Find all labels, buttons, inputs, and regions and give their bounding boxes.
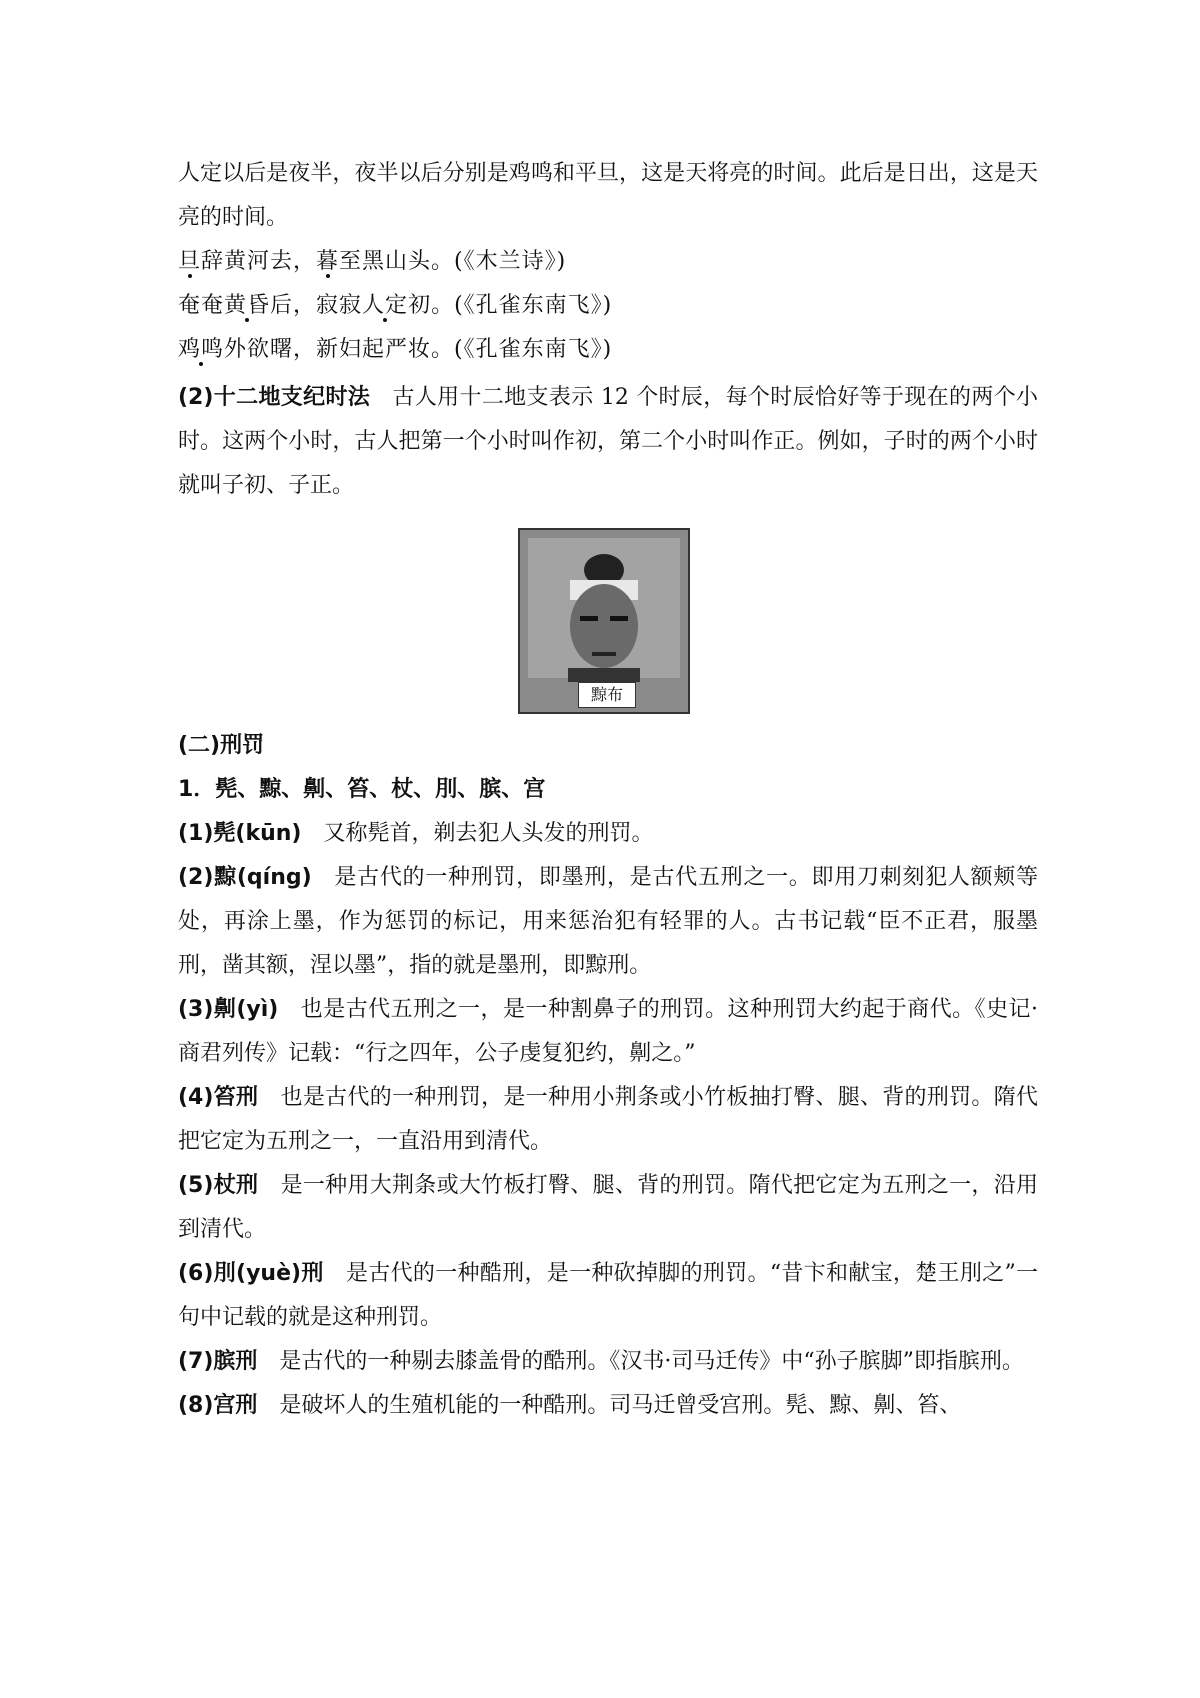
- item-qing: (2)黥(qíng) 是古代的一种刑罚，即墨刑，是古代五刑之一。即用刀刺刻犯人额颊等处，再涂上墨，作为惩罚的标记，用来惩治犯有轻罪的人。古书记载“臣不正君，服墨刑，凿其额，涅以墨”，指的就是墨刑，即黥刑。: [178, 865, 1038, 978]
- poem-line-2: [178, 284, 1038, 328]
- intro-paragraph: 人定以后是夜半，夜半以后分别是鸡鸣和平旦，这是天将亮的时间。此后是日出，这是天亮的时间。: [178, 161, 1038, 230]
- poem-2-rest: 初。(《孔雀东南飞》): [408, 293, 613, 318]
- item-gong: (8)宫刑 是破坏人的生殖机能的一种酷刑。司马迁曾受宫刑。髡、黥、劓、笞、: [178, 1393, 962, 1418]
- paragraph-12-branches-body: 古人用十二地支表示 12 个时辰，每个时辰恰好等于现在的两个小时。这两个小时，古人把第一个小时叫作初，第二个小时叫作正。例如，子时的两个小时就叫子初、子正。: [178, 385, 1038, 498]
- poem-line-1: [178, 240, 1038, 284]
- subsection-title: 1．髡、黥、劓、笞、杖、刖、膑、宫: [178, 777, 546, 802]
- poem-1-dot-2: 暮: [316, 249, 340, 274]
- figure-caption: 黥布: [578, 682, 636, 708]
- poem-line-3: [178, 328, 1038, 372]
- item-kun: (1)髡(kūn) 又称髡首，剃去犯人头发的刑罚。: [178, 821, 654, 846]
- poem-1-dot-1: 旦: [178, 249, 202, 274]
- paragraph-12-branches: [178, 376, 1038, 508]
- poem-2-dot-2: 人定: [362, 293, 409, 318]
- item-zhang: (5)杖刑 是一种用大荆条或大竹板打臀、腿、背的刑罚。隋代把它定为五刑之一，沿用到清代。: [178, 1173, 1038, 1242]
- poem-3-dot-1: 鸡鸣: [178, 337, 225, 362]
- poem-2-pre: 奄奄: [178, 293, 225, 318]
- poem-1-mid: 辞黄河去，: [201, 249, 317, 274]
- page-body: [178, 152, 1038, 508]
- poem-1-rest: 至黑山头。(《木兰诗》): [339, 249, 567, 274]
- item-yue: (6)刖(yuè)刑 是古代的一种酷刑，是一种砍掉脚的刑罚。“昔卞和献宝，楚王刖之”一句中记载的就是这种刑罚。: [178, 1261, 1039, 1330]
- item-chi: (4)笞刑 也是古代的一种刑罚，是一种用小荆条或小竹板抽打臀、腿、背的刑罚。隋代把它定为五刑之一，一直沿用到清代。: [178, 1085, 1038, 1154]
- figure-qingbu-portrait: [518, 528, 690, 714]
- poem-2-mid: 后，寂寂: [270, 293, 363, 318]
- poem-2-dot-1: 黄昏: [224, 293, 271, 318]
- poem-3-mid: 外欲曙，新妇起严妆。(《孔雀东南飞》): [224, 337, 613, 362]
- paragraph-12-branches-head: (2)十二地支纪时法: [178, 385, 371, 410]
- item-yi: (3)劓(yì) 也是古代五刑之一，是一种割鼻子的刑罚。这种刑罚大约起于商代。《史记·商君列传》记载：“行之四年，公子虔复犯约，劓之。”: [178, 997, 1038, 1066]
- punishments-section: [178, 724, 1038, 1428]
- item-bin: (7)膑刑 是古代的一种剔去膝盖骨的酷刑。《汉书·司马迁传》中“孙子膑脚”即指膑刑。: [178, 1349, 1024, 1374]
- section-title: (二)刑罚: [178, 733, 265, 758]
